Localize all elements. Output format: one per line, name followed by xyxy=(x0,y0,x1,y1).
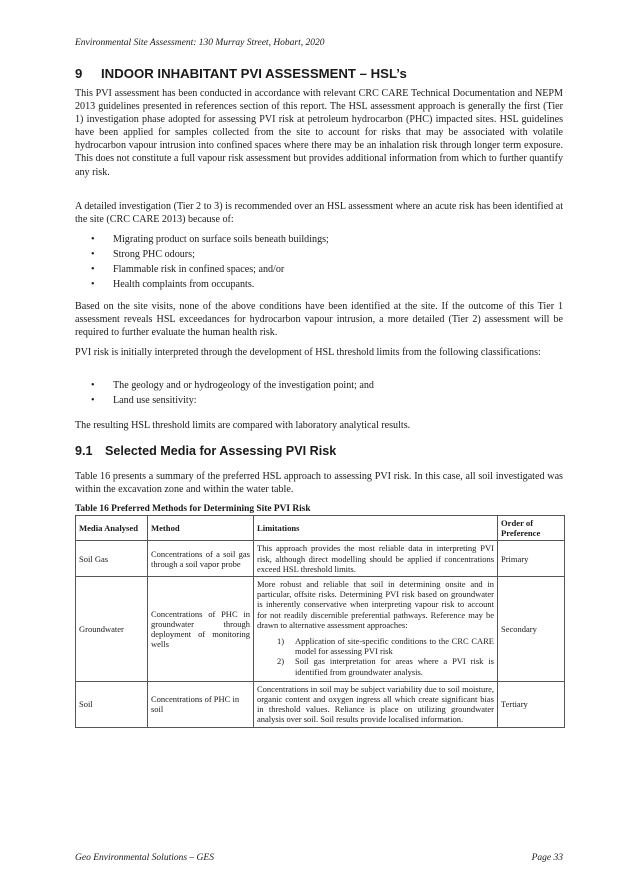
page-number: Page 33 xyxy=(531,853,563,863)
cell-media: Soil xyxy=(76,681,148,727)
running-header: Environmental Site Assessment: 130 Murray Street, Hobart, 2020 xyxy=(75,38,325,48)
pvi-methods-table xyxy=(75,515,565,728)
cell-method: Concentrations of a soil gas through a soil vapor probe xyxy=(148,541,254,577)
table-caption: Table 16 Preferred Methods for Determining Site PVI Risk xyxy=(75,504,311,514)
table-header-row xyxy=(76,516,565,541)
limitations-text: More robust and reliable that soil in determining onsite and in particular, offsite risks. Determining PVI risk based on groundwater is inherently conservative when interpreting vapour risk to account for not readily discernible preferential pathways. Reference may be drawn to alternative assessment approaches: xyxy=(257,579,494,630)
list-item xyxy=(257,636,494,656)
cell-order: Tertiary xyxy=(498,681,565,727)
footer-company: Geo Environmental Solutions – GES xyxy=(75,853,214,863)
table-row xyxy=(76,681,565,727)
acute-risk-list xyxy=(75,232,563,292)
header-method: Method xyxy=(148,516,254,541)
table-row xyxy=(76,577,565,682)
item-number: 1) xyxy=(277,636,285,647)
classification-paragraph: PVI risk is initially interpreted through the development of HSL threshold limits from the following classifications: xyxy=(75,347,541,358)
table-row xyxy=(76,541,565,577)
list-item: • Strong PHC odours; xyxy=(75,247,563,262)
section-title: INDOOR INHABITANT PVI ASSESSMENT – HSL’s xyxy=(101,66,407,81)
list-item: • Migrating product on surface soils beneath buildings; xyxy=(75,232,563,247)
cell-limitations xyxy=(254,577,498,682)
subsection-number: 9.1 xyxy=(75,444,93,458)
subsection-heading xyxy=(75,444,336,458)
table-intro-paragraph: Table 16 presents a summary of the preferred HSL approach to assessing PVI risk. In this case, all soil investigated was within the excavation zone and within the water table. xyxy=(75,471,563,496)
item-number: 2) xyxy=(277,656,285,667)
header-limitations: Limitations xyxy=(254,516,498,541)
cell-media: Groundwater xyxy=(76,577,148,682)
cell-order: Primary xyxy=(498,541,565,577)
list-item: • Health complaints from occupants. xyxy=(75,277,563,292)
list-item: • Flammable risk in confined spaces; and/or xyxy=(75,262,563,277)
list-item: • Land use sensitivity: xyxy=(75,393,563,408)
cell-limitations: This approach provides the most reliable data in interpreting PVI risk, although direct modelling should be applied if concentrations exceed HSL threshold limits. xyxy=(254,541,498,577)
section-heading xyxy=(75,66,407,81)
item-text: Soil gas interpretation for areas where a PVI risk is identified from groundwater analysis. xyxy=(295,656,494,677)
cell-method: Concentrations of PHC in groundwater through deployment of monitoring wells xyxy=(148,577,254,682)
cell-media: Soil Gas xyxy=(76,541,148,577)
detailed-investigation-paragraph: A detailed investigation (Tier 2 to 3) is recommended over an HSL assessment where an acute risk has been identified at the site (CRC CARE 2013) because of: xyxy=(75,201,563,226)
cell-order: Secondary xyxy=(498,577,565,682)
classification-list xyxy=(75,378,563,408)
header-order: Order of Preference xyxy=(498,516,565,541)
cell-limitations: Concentrations in soil may be subject variability due to soil moisture, organic content and oxygen ingress all which create significant bias in threshold values. Reliance is place on utilizing groundwater analysis over soil. Soil results provide localised information. xyxy=(254,681,498,727)
item-text: Application of site-specific conditions to the CRC CARE model for assessing PVI risk xyxy=(295,636,494,657)
list-item: • The geology and or hydrogeology of the investigation point; and xyxy=(75,378,563,393)
section-number: 9 xyxy=(75,66,83,81)
intro-paragraph: This PVI assessment has been conducted in accordance with relevant CRC CARE Technical Documentation and NEPM 2013 guidelines presented in references section of this report. The HSL assessment approach is generally the first (Tier 1) investigation phase adopted for assessing PVI risk at petroleum hydrocarbon (PHC) impacted sites. HSL guidelines have been applied for samples collected from the site to account for risks that may be associated with volatile hydrocarbon vapour intrusion into confined spaces where there may be an inhalation risk through longer term exposure. This does not constitute a full vapour risk assessment but provides additional information from which to further quantify any risk. xyxy=(75,88,563,178)
page-footer xyxy=(75,853,563,863)
header-media: Media Analysed xyxy=(76,516,148,541)
result-paragraph: The resulting HSL threshold limits are compared with laboratory analytical results. xyxy=(75,420,411,431)
subsection-title: Selected Media for Assessing PVI Risk xyxy=(105,444,337,458)
list-item xyxy=(257,656,494,676)
assessment-approaches-list xyxy=(257,636,494,677)
site-visit-paragraph: Based on the site visits, none of the above conditions have been identified at the site. If the outcome of this Tier 1 assessment reveals HSL exceedances for hydrocarbon vapour intrusion, a more detailed (Tier 2) assessment will be required to further evaluate the human health risk. xyxy=(75,301,563,339)
cell-method: Concentrations of PHC in soil xyxy=(148,681,254,727)
